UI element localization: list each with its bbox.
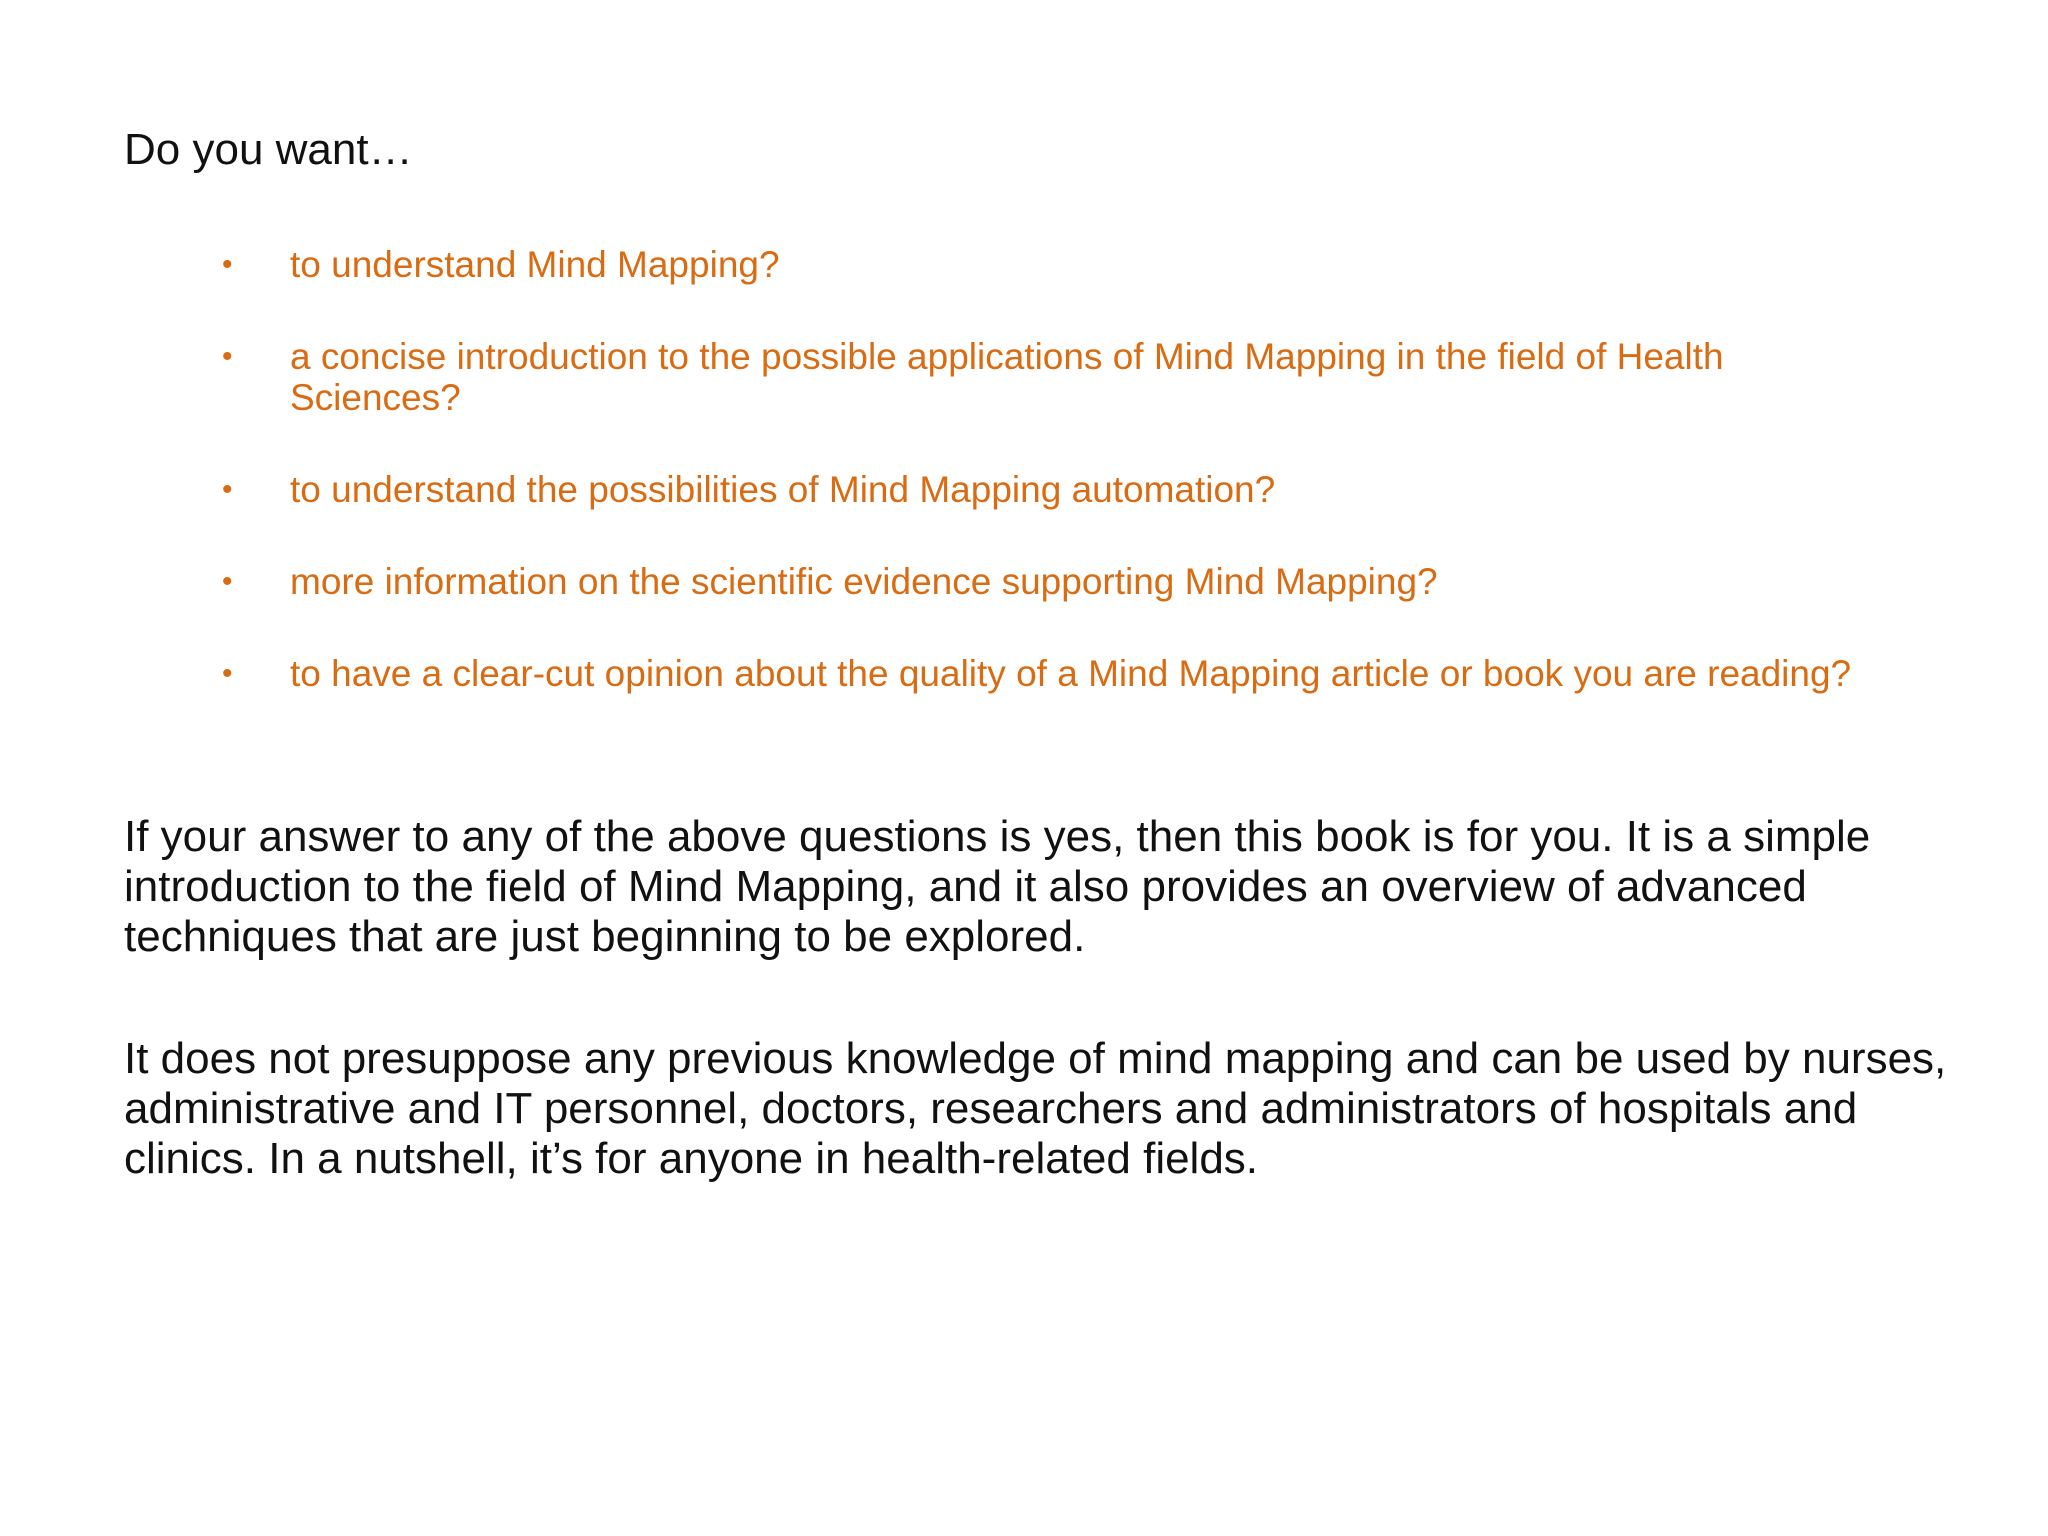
list-item-text: a concise introduction to the possible applications of Mind Mapping in the field of Health Sciences?: [290, 336, 1724, 418]
bullet-icon: •: [222, 565, 233, 598]
question-list: [222, 244, 1862, 745]
list-item: [222, 561, 1862, 602]
list-item-text: to understand the possibilities of Mind Mapping automation?: [290, 469, 1276, 510]
body-paragraph-audience: If your answer to any of the above questions is yes, then this book is for you. It is a simple introduction to the field of Mind Mapping, and it also provides an overview of advanced techniques that are just beginning to be explored.: [124, 812, 1871, 961]
slide-heading: Do you want…: [124, 125, 413, 174]
bullet-icon: •: [222, 657, 233, 690]
list-item: [222, 653, 1862, 694]
list-item: [222, 336, 1862, 418]
list-item: [222, 469, 1862, 510]
list-item: [222, 244, 1862, 285]
list-item-text: to understand Mind Mapping?: [290, 244, 780, 285]
body-paragraph-prerequisites: It does not presuppose any previous knowledge of mind mapping and can be used by nurses, administrative and IT personnel, doctors, researchers and administrators of hospitals and clinics. In a nutshell, it’s for anyone in health-related fields.: [124, 1034, 1947, 1183]
list-item-text: more information on the scientific evidence supporting Mind Mapping?: [290, 561, 1438, 602]
bullet-icon: •: [222, 340, 233, 373]
bullet-icon: •: [222, 473, 233, 506]
list-item-text: to have a clear-cut opinion about the quality of a Mind Mapping article or book you are reading?: [290, 653, 1852, 694]
bullet-icon: •: [222, 248, 233, 281]
